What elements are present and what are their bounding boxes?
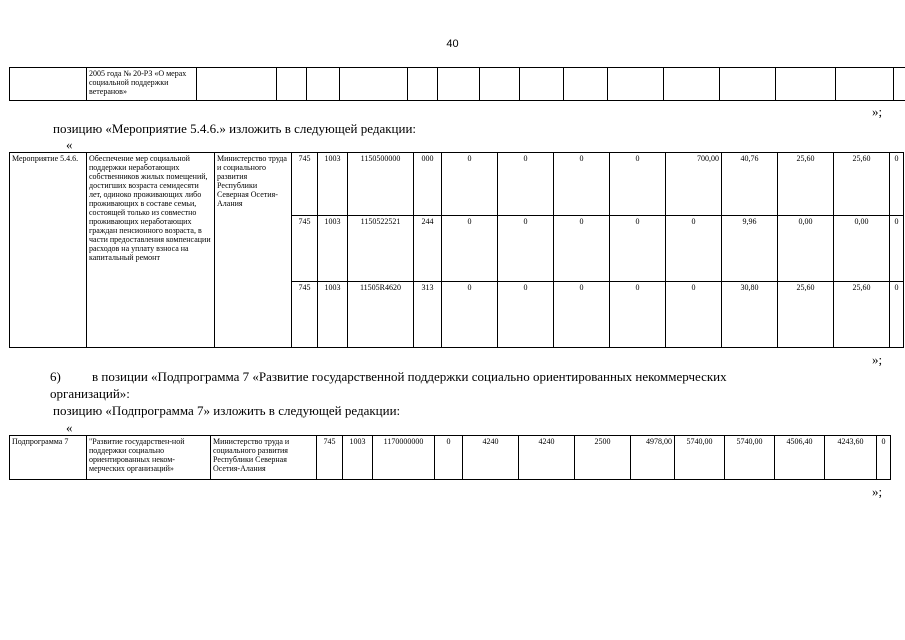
table-cell: 1150500000 — [348, 153, 414, 216]
table-cell: 313 — [414, 282, 442, 348]
subprogram-description: "Развитие государствен-ной поддержки социально ориентированных неком-мерческих организаций» — [87, 436, 211, 480]
table-cell: 0 — [666, 216, 722, 282]
table-cell: 0 — [890, 153, 904, 216]
table-cell: 0 — [666, 282, 722, 348]
table-continuation — [9, 67, 905, 101]
measure-executor: Министерство труда и социального развития Республики Северная Осетия-Алания — [215, 153, 292, 348]
close-quote-1: »; — [872, 104, 883, 119]
table-cell: 25,60 — [778, 282, 834, 348]
measure-description: Обеспечение мер социальной поддержки неработающих собственников жилых помещений, достигших возраста семидесяти лет, одиноко проживающих либо проживающих в составе семьи, состоящей только из совместно проживающих неработающих граждан пенсионного возраста, в части предоставления компенсации расходов на уплату взноса на капитальный ремонт — [87, 153, 215, 348]
table-measure-5-4-6 — [9, 152, 904, 348]
table-cell: 25,60 — [834, 282, 890, 348]
table-cell: 1003 — [318, 216, 348, 282]
table-cell: 5740,00 — [725, 436, 775, 480]
table-subprogram-7 — [9, 435, 891, 480]
table-cell: 0 — [554, 282, 610, 348]
table-row — [10, 153, 904, 216]
table-cell: 0 — [610, 282, 666, 348]
table-cell: 745 — [292, 282, 318, 348]
table-cell: 11505R4620 — [348, 282, 414, 348]
close-quote-3: »; — [872, 484, 883, 499]
table-cell: 1170000000 — [373, 436, 435, 480]
open-quote-2: « — [66, 420, 73, 435]
instruction-text-2: позицию «Подпрограмма 7» изложить в следующей редакции: — [53, 403, 401, 418]
table-cell: 244 — [414, 216, 442, 282]
table-cell: 0 — [442, 216, 498, 282]
table-cell: 2500 — [575, 436, 631, 480]
table-cell: 0 — [890, 282, 904, 348]
table-cell: 1150522521 — [348, 216, 414, 282]
open-quote-1: « — [66, 137, 73, 152]
subprogram-executor: Министерство труда и социального развития Республики Северная Осетия-Алания — [211, 436, 317, 480]
table-cell: 0,00 — [834, 216, 890, 282]
table-cell: 0 — [554, 216, 610, 282]
table-cell: 000 — [414, 153, 442, 216]
table-row — [10, 68, 905, 101]
table-cell: 745 — [317, 436, 343, 480]
item-6-text-continued: организаций»: — [50, 386, 130, 401]
table-cell: 1003 — [318, 153, 348, 216]
table-cell: 745 — [292, 153, 318, 216]
row-description: 2005 года № 20-РЗ «О мерах социальной поддержки ветеранов» — [87, 68, 197, 101]
table-cell: 4240 — [519, 436, 575, 480]
instruction-text-1: позицию «Мероприятие 5.4.6.» изложить в следующей редакции: — [53, 121, 417, 136]
table-row — [10, 436, 891, 480]
table-cell: 0 — [554, 153, 610, 216]
table-cell: 0 — [498, 282, 554, 348]
table-cell: 25,60 — [778, 153, 834, 216]
table-cell: 5740,00 — [675, 436, 725, 480]
item-6-text: в позиции «Подпрограмма 7 «Развитие государственной поддержки социально ориентированных некоммерческих — [92, 369, 727, 384]
table-cell: 4506,40 — [775, 436, 825, 480]
table-cell: 25,60 — [834, 153, 890, 216]
table-cell: 0 — [890, 216, 904, 282]
table-cell: 1003 — [343, 436, 373, 480]
table-cell: 745 — [292, 216, 318, 282]
subprogram-name: Подпрограмма 7 — [10, 436, 87, 480]
table-cell: 0,00 — [778, 216, 834, 282]
table-cell: 4240 — [463, 436, 519, 480]
table-cell: 4243,60 — [825, 436, 877, 480]
table-cell: 0 — [498, 153, 554, 216]
table-cell: 700,00 — [666, 153, 722, 216]
table-cell: 0 — [498, 216, 554, 282]
table-cell: 1003 — [318, 282, 348, 348]
table-cell: 0 — [610, 153, 666, 216]
table-cell: 0 — [442, 282, 498, 348]
table-cell: 0 — [435, 436, 463, 480]
page-number: 40 — [446, 38, 459, 50]
close-quote-2: »; — [872, 352, 883, 367]
table-cell: 9,96 — [722, 216, 778, 282]
table-cell: 30,80 — [722, 282, 778, 348]
table-cell: 40,76 — [722, 153, 778, 216]
table-cell: 0 — [442, 153, 498, 216]
measure-name: Мероприятие 5.4.6. — [10, 153, 87, 348]
table-cell: 0 — [877, 436, 891, 480]
table-cell: 0 — [610, 216, 666, 282]
item-6-number: 6) — [50, 369, 61, 384]
table-cell: 4978,00 — [631, 436, 675, 480]
